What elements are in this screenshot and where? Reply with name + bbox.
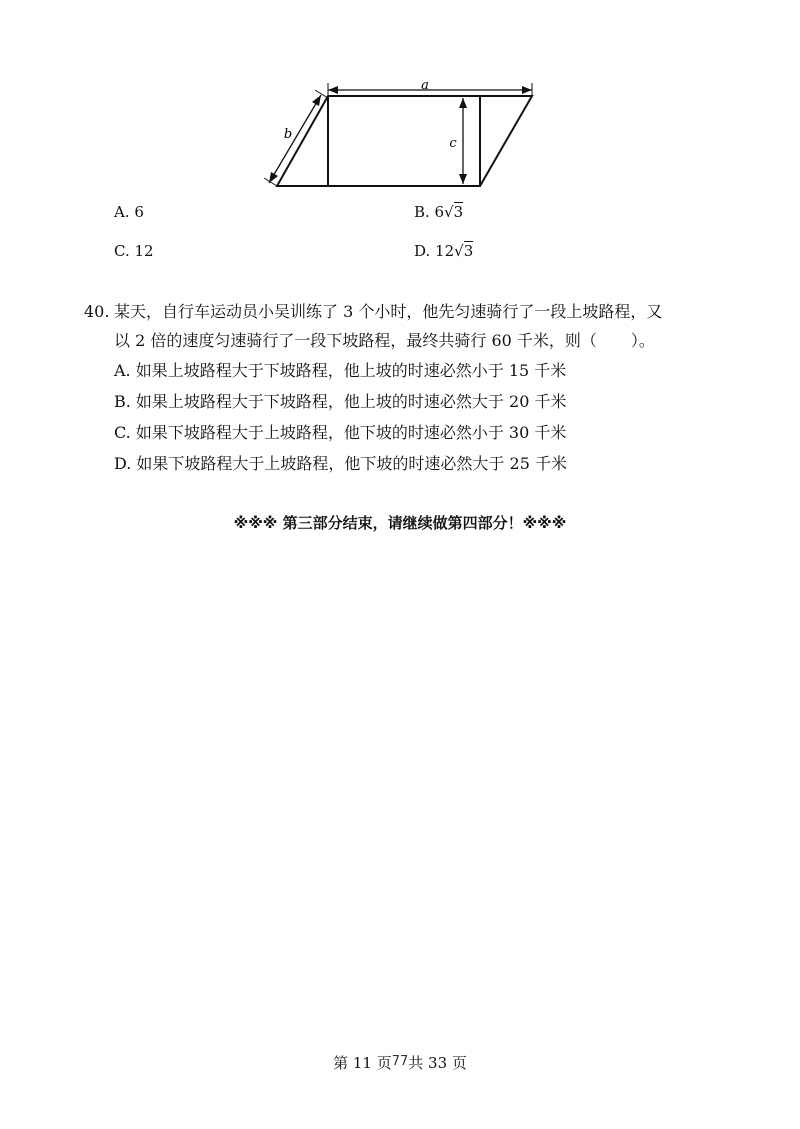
- q39-option-d: [414, 242, 473, 260]
- parallelogram-figure: [255, 78, 545, 193]
- q40-line2-start: 以 2 倍的速度匀速骑行了一段下坡路程，最终共骑行 60 千米，则（: [114, 331, 597, 350]
- q39-option-b-radicand: 3: [453, 203, 464, 221]
- dimension-b-arrow-top: [312, 95, 321, 106]
- sqrt-symbol: √: [444, 203, 454, 221]
- q39-option-c: C. 12: [114, 242, 154, 260]
- q40-line2-end: ）。: [630, 331, 655, 350]
- q40-option-d: D. 如果下坡路程大于上坡路程，他下坡的时速必然大于 25 千米: [114, 454, 567, 473]
- q39-option-d-prefix: D. 12: [414, 242, 455, 260]
- sqrt-symbol: √: [454, 242, 464, 260]
- q40-option-a: A. 如果上坡路程大于下坡路程，他上坡的时速必然小于 15 千米: [114, 361, 567, 380]
- footer-page-number: 第 11 页: [333, 1054, 392, 1072]
- q39-option-d-radicand: 3: [463, 242, 474, 260]
- footer-total-pages: 共 33 页: [408, 1054, 467, 1072]
- dimension-b-tick-top: [315, 90, 328, 98]
- label-b: b: [283, 127, 293, 142]
- q39-option-a: A. 6: [114, 203, 144, 221]
- page-footer: [0, 1052, 800, 1073]
- dimension-a-arrow-left: [328, 86, 338, 94]
- q40-option-b: B. 如果上坡路程大于下坡路程，他上坡的时速必然大于 20 千米: [114, 392, 567, 411]
- q39-option-b: [414, 203, 463, 221]
- label-c: c: [449, 136, 457, 151]
- label-a: a: [421, 78, 429, 93]
- q40-number: 40.: [84, 302, 110, 321]
- dimension-b-line: [269, 95, 321, 183]
- section-end-notice: ※※※ 第三部分结束，请继续做第四部分！※※※: [233, 514, 567, 532]
- q39-option-b-prefix: B. 6: [414, 203, 445, 221]
- parallelogram-shape: [277, 96, 532, 186]
- dimension-c-arrow-top: [459, 98, 467, 108]
- q40-line2: [114, 326, 734, 355]
- handwritten-note: 77: [391, 1054, 409, 1069]
- dimension-a-arrow-right: [522, 86, 532, 94]
- q40-option-c: C. 如果下坡路程大于上坡路程，他下坡的时速必然小于 30 千米: [114, 423, 567, 442]
- dimension-c-arrow-bottom: [459, 174, 467, 184]
- q40-line1: 某天，自行车运动员小吴训练了 3 个小时，他先匀速骑行了一段上坡路程，又: [114, 302, 663, 321]
